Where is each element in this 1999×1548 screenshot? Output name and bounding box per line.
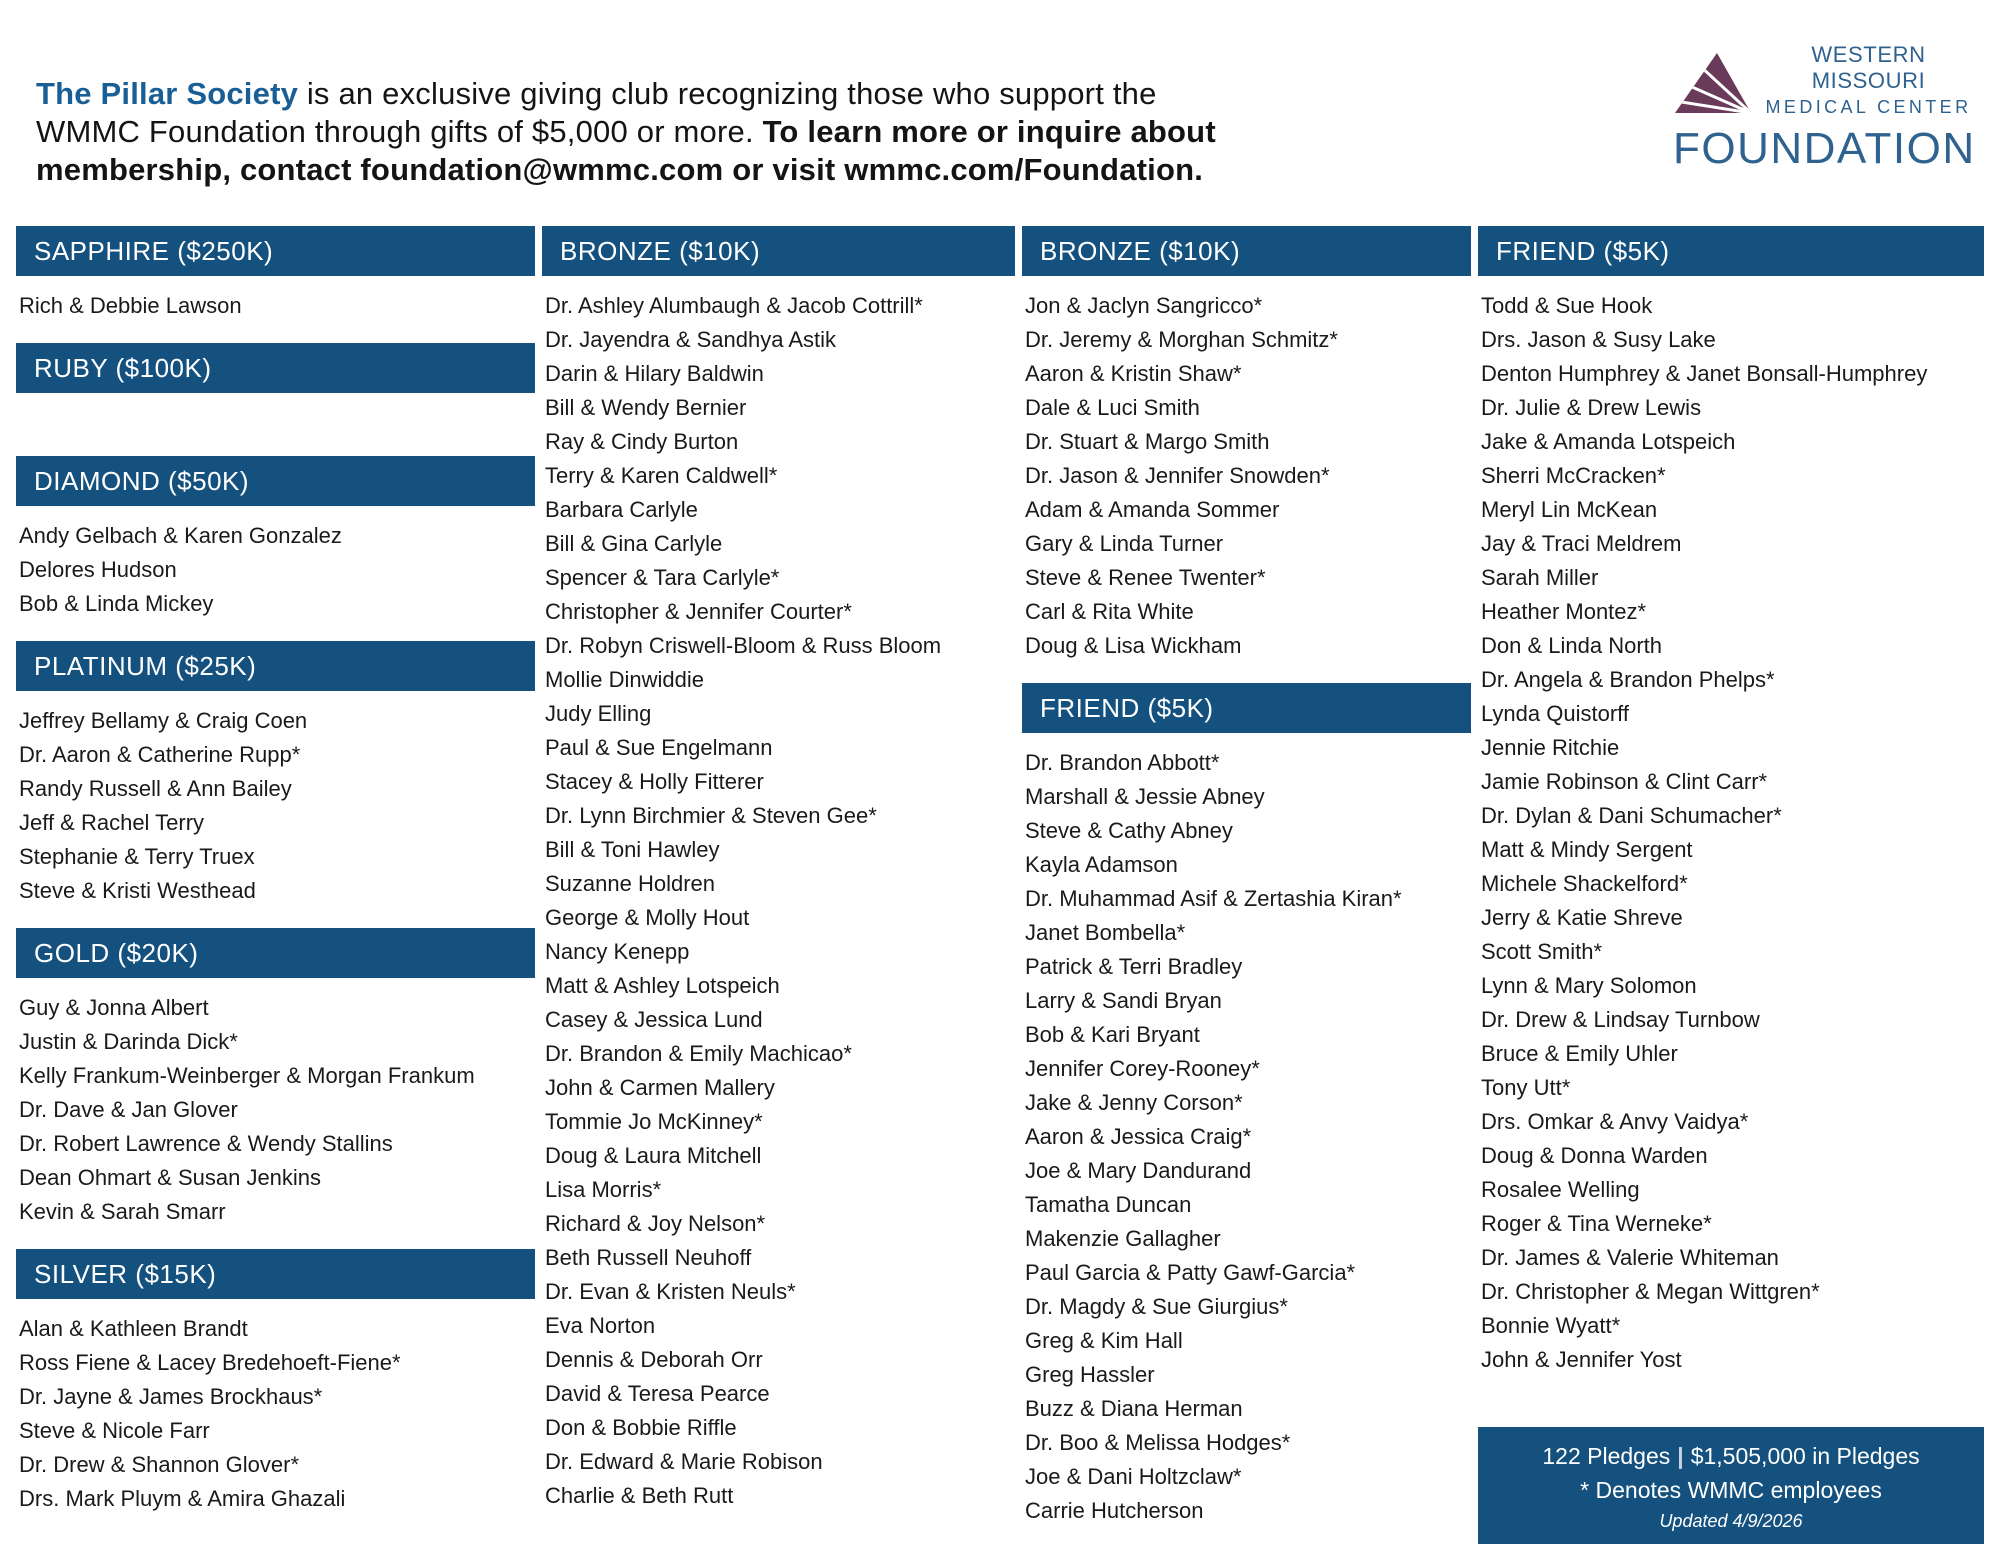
donor-name: Terry & Karen Caldwell* — [545, 463, 778, 488]
donor-name: Carl & Rita White — [1025, 599, 1194, 624]
donor-name: Rich & Debbie Lawson — [19, 293, 242, 318]
donor-name: Scott Smith* — [1481, 939, 1603, 964]
donor-name: Dr. Robert Lawrence & Wendy Stallins — [19, 1131, 393, 1156]
donor-name: Dr. Brandon Abbott* — [1025, 750, 1220, 775]
donor-name: Tamatha Duncan — [1025, 1192, 1192, 1217]
donor-name: Bill & Gina Carlyle — [545, 531, 723, 556]
tier-section — [16, 226, 535, 343]
donor-columns — [16, 226, 1984, 1548]
donor-name: Steve & Renee Twenter* — [1025, 565, 1266, 590]
donor-name: John & Jennifer Yost — [1481, 1347, 1682, 1372]
logo-foundation-word: FOUNDATION — [1673, 124, 1976, 173]
donor-name: Larry & Sandi Bryan — [1025, 988, 1222, 1013]
tier-header: RUBY ($100K) — [16, 343, 535, 393]
donor-name: Bonnie Wyatt* — [1481, 1313, 1621, 1338]
column-3 — [1022, 226, 1471, 1548]
tier-header: PLATINUM ($25K) — [16, 641, 535, 691]
donor-name: Dr. Brandon & Emily Machicao* — [545, 1041, 852, 1066]
donor-name: Ray & Cindy Burton — [545, 429, 739, 454]
donor-list — [16, 1299, 535, 1536]
intro-cta-text: To learn more or inquire about membership, contact foundation@wmmc.com or visit wmmc.com/Foundation. — [36, 114, 1216, 187]
donor-name: Drs. Omkar & Anvy Vaidya* — [1481, 1109, 1749, 1134]
donor-name: Jake & Amanda Lotspeich — [1481, 429, 1736, 454]
donor-list — [1478, 276, 1984, 1397]
logo-org-line2: MEDICAL CENTER — [1765, 97, 1972, 117]
donor-list — [16, 393, 535, 456]
wmmc-triangle-icon — [1673, 51, 1755, 120]
logo-org-name — [1762, 42, 1975, 120]
donor-name: Dr. Jayendra & Sandhya Astik — [545, 327, 837, 352]
tier-section — [16, 641, 535, 928]
donor-name: Heather Montez* — [1481, 599, 1647, 624]
donor-name: Jeff & Rachel Terry — [19, 810, 205, 835]
separator: | — [1677, 1443, 1684, 1469]
donor-name: Dr. Dylan & Dani Schumacher* — [1481, 803, 1782, 828]
donor-name: Carrie Hutcherson — [1025, 1498, 1204, 1523]
donor-name: Marshall & Jessie Abney — [1025, 784, 1265, 809]
donor-name: Casey & Jessica Lund — [545, 1007, 763, 1032]
donor-name: Sherri McCracken* — [1481, 463, 1666, 488]
employee-note: * Denotes WMMC employees — [1580, 1477, 1882, 1503]
donor-name: Bill & Wendy Bernier — [545, 395, 747, 420]
wmmc-foundation-logo — [1673, 42, 1975, 174]
donor-name: Beth Russell Neuhoff — [545, 1245, 752, 1270]
column-4 — [1478, 226, 1984, 1544]
donor-list — [1022, 733, 1471, 1548]
donor-name: Tommie Jo McKinney* — [545, 1109, 763, 1134]
donor-name: Jerry & Katie Shreve — [1481, 905, 1683, 930]
donor-name: Dr. Drew & Lindsay Turnbow — [1481, 1007, 1760, 1032]
donor-name: Dr. James & Valerie Whiteman — [1481, 1245, 1779, 1270]
donor-name: Stacey & Holly Fitterer — [545, 769, 764, 794]
donor-name: Eva Norton — [545, 1313, 656, 1338]
donor-name: Rosalee Welling — [1481, 1177, 1640, 1202]
tier-section — [542, 226, 1015, 1533]
donor-list — [542, 276, 1015, 1533]
tier-section — [16, 1249, 535, 1536]
donor-name: Christopher & Jennifer Courter* — [545, 599, 852, 624]
donor-name: Charlie & Beth Rutt — [545, 1483, 734, 1508]
donor-name: Kelly Frankum-Weinberger & Morgan Frankum — [19, 1063, 475, 1088]
donor-name: Doug & Lisa Wickham — [1025, 633, 1242, 658]
donor-name: Dr. Dave & Jan Glover — [19, 1097, 238, 1122]
donor-list — [16, 506, 535, 641]
donor-name: Don & Linda North — [1481, 633, 1662, 658]
donor-name: Ross Fiene & Lacey Bredehoeft-Fiene* — [19, 1350, 401, 1375]
donor-name: Doug & Donna Warden — [1481, 1143, 1708, 1168]
donor-name: Dennis & Deborah Orr — [545, 1347, 763, 1372]
donor-name: Jeffrey Bellamy & Craig Coen — [19, 708, 308, 733]
donor-name: Dr. Edward & Marie Robison — [545, 1449, 823, 1474]
donor-name: Makenzie Gallagher — [1025, 1226, 1221, 1251]
donor-name: Denton Humphrey & Janet Bonsall-Humphrey — [1481, 361, 1928, 386]
donor-name: Andy Gelbach & Karen Gonzalez — [19, 523, 342, 548]
donor-name: Drs. Jason & Susy Lake — [1481, 327, 1716, 352]
donor-name: Dean Ohmart & Susan Jenkins — [19, 1165, 322, 1190]
tier-section — [1022, 226, 1471, 683]
donor-name: Jake & Jenny Corson* — [1025, 1090, 1243, 1115]
donor-name: Dr. Christopher & Megan Wittgren* — [1481, 1279, 1820, 1304]
donor-name: Dr. Boo & Melissa Hodges* — [1025, 1430, 1291, 1455]
donor-name: Jennie Ritchie — [1481, 735, 1620, 760]
pledge-summary — [1478, 1427, 1984, 1544]
donor-name: Jennifer Corey-Rooney* — [1025, 1056, 1260, 1081]
tier-section — [16, 928, 535, 1249]
donor-name: Delores Hudson — [19, 557, 177, 582]
donor-name: Paul & Sue Engelmann — [545, 735, 773, 760]
donor-name: Lynn & Mary Solomon — [1481, 973, 1697, 998]
donor-name: Joe & Mary Dandurand — [1025, 1158, 1252, 1183]
donor-list — [16, 276, 535, 343]
updated-date: Updated 4/9/2026 — [1659, 1511, 1803, 1531]
tier-header: BRONZE ($10K) — [1022, 226, 1471, 276]
donor-name: Meryl Lin McKean — [1481, 497, 1658, 522]
donor-name: Mollie Dinwiddie — [545, 667, 704, 692]
donor-name: Aaron & Jessica Craig* — [1025, 1124, 1252, 1149]
tier-header: SAPPHIRE ($250K) — [16, 226, 535, 276]
donor-name: Dr. Aaron & Catherine Rupp* — [19, 742, 301, 767]
donor-name: Dr. Stuart & Margo Smith — [1025, 429, 1270, 454]
donor-name: Judy Elling — [545, 701, 652, 726]
donor-name: Adam & Amanda Sommer — [1025, 497, 1280, 522]
donor-list — [1022, 276, 1471, 683]
donor-name: Richard & Joy Nelson* — [545, 1211, 766, 1236]
donor-name: Alan & Kathleen Brandt — [19, 1316, 248, 1341]
donor-name: Dr. Robyn Criswell-Bloom & Russ Bloom — [545, 633, 942, 658]
donor-name: Jamie Robinson & Clint Carr* — [1481, 769, 1768, 794]
pledge-totals — [1484, 1443, 1978, 1470]
tier-header: GOLD ($20K) — [16, 928, 535, 978]
intro-text: is an exclusive giving club recognizing those who support the WMMC Foundation through gifts of $5,000 or more. — [36, 76, 1157, 149]
donor-name: Tony Utt* — [1481, 1075, 1571, 1100]
donor-name: Matt & Mindy Sergent — [1481, 837, 1693, 862]
donor-name: Bruce & Emily Uhler — [1481, 1041, 1678, 1066]
donor-name: Lynda Quistorff — [1481, 701, 1629, 726]
tier-header: DIAMOND ($50K) — [16, 456, 535, 506]
donor-name: Matt & Ashley Lotspeich — [545, 973, 780, 998]
column-2 — [542, 226, 1015, 1533]
donor-name: Don & Bobbie Riffle — [545, 1415, 737, 1440]
tier-header: FRIEND ($5K) — [1478, 226, 1984, 276]
donor-name: Paul Garcia & Patty Gawf-Garcia* — [1025, 1260, 1356, 1285]
donor-name: Bob & Linda Mickey — [19, 591, 214, 616]
brand-name: The Pillar Society — [36, 76, 299, 111]
donor-name: Aaron & Kristin Shaw* — [1025, 361, 1242, 386]
donor-name: Stephanie & Terry Truex — [19, 844, 255, 869]
donor-name: Dr. Jayne & James Brockhaus* — [19, 1384, 323, 1409]
donor-name: Dr. Jeremy & Morghan Schmitz* — [1025, 327, 1338, 352]
tier-section — [16, 456, 535, 641]
donor-name: Dr. Muhammad Asif & Zertashia Kiran* — [1025, 886, 1402, 911]
column-1 — [16, 226, 535, 1536]
donor-name: Dr. Lynn Birchmier & Steven Gee* — [545, 803, 877, 828]
donor-name: Michele Shackelford* — [1481, 871, 1688, 896]
tier-header: BRONZE ($10K) — [542, 226, 1015, 276]
donor-name: Jon & Jaclyn Sangricco* — [1025, 293, 1263, 318]
tier-section — [16, 343, 535, 456]
donor-name: Greg & Kim Hall — [1025, 1328, 1183, 1353]
donor-name: Gary & Linda Turner — [1025, 531, 1224, 556]
donor-name: Steve & Kristi Westhead — [19, 878, 256, 903]
pledge-count: 122 Pledges — [1542, 1443, 1671, 1469]
intro-paragraph — [36, 75, 1216, 189]
donor-name: George & Molly Hout — [545, 905, 750, 930]
donor-list — [16, 978, 535, 1249]
donor-name: Steve & Cathy Abney — [1025, 818, 1233, 843]
donor-name: Dr. Jason & Jennifer Snowden* — [1025, 463, 1330, 488]
donor-name: Randy Russell & Ann Bailey — [19, 776, 292, 801]
donor-name: Dr. Julie & Drew Lewis — [1481, 395, 1702, 420]
donor-name: Dr. Angela & Brandon Phelps* — [1481, 667, 1775, 692]
donor-name: David & Teresa Pearce — [545, 1381, 770, 1406]
donor-name: Buzz & Diana Herman — [1025, 1396, 1243, 1421]
donor-name: Darin & Hilary Baldwin — [545, 361, 764, 386]
donor-name: Greg Hassler — [1025, 1362, 1155, 1387]
donor-name: Nancy Kenepp — [545, 939, 690, 964]
donor-name: Bob & Kari Bryant — [1025, 1022, 1200, 1047]
tier-header: SILVER ($15K) — [16, 1249, 535, 1299]
donor-name: Drs. Mark Pluym & Amira Ghazali — [19, 1486, 346, 1511]
donor-name: Sarah Miller — [1481, 565, 1599, 590]
donor-name: Roger & Tina Werneke* — [1481, 1211, 1712, 1236]
donor-name: Dr. Magdy & Sue Giurgius* — [1025, 1294, 1288, 1319]
donor-name: Justin & Darinda Dick* — [19, 1029, 238, 1054]
donor-name: Jay & Traci Meldrem — [1481, 531, 1682, 556]
donor-name: Bill & Toni Hawley — [545, 837, 720, 862]
tier-section — [1022, 683, 1471, 1548]
donor-name: Lisa Morris* — [545, 1177, 662, 1202]
pledge-amount: $1,505,000 in Pledges — [1690, 1443, 1920, 1469]
donor-name: Dale & Luci Smith — [1025, 395, 1200, 420]
donor-name: Suzanne Holdren — [545, 871, 716, 896]
donor-name: Steve & Nicole Farr — [19, 1418, 210, 1443]
donor-name: Dr. Ashley Alumbaugh & Jacob Cottrill* — [545, 293, 923, 318]
donor-name: Dr. Evan & Kristen Neuls* — [545, 1279, 796, 1304]
donor-name: Todd & Sue Hook — [1481, 293, 1653, 318]
donor-name: Joe & Dani Holtzclaw* — [1025, 1464, 1242, 1489]
tier-header: FRIEND ($5K) — [1022, 683, 1471, 733]
donor-name: Kevin & Sarah Smarr — [19, 1199, 226, 1224]
donor-name: Patrick & Terri Bradley — [1025, 954, 1243, 979]
donor-name: Spencer & Tara Carlyle* — [545, 565, 780, 590]
donor-name: Janet Bombella* — [1025, 920, 1186, 945]
donor-name: Barbara Carlyle — [545, 497, 698, 522]
donor-name: Guy & Jonna Albert — [19, 995, 209, 1020]
logo-org-line1: WESTERN MISSOURI — [1811, 42, 1926, 93]
donor-name: Doug & Laura Mitchell — [545, 1143, 762, 1168]
donor-name: Kayla Adamson — [1025, 852, 1178, 877]
donor-list — [16, 691, 535, 928]
donor-name: John & Carmen Mallery — [545, 1075, 775, 1100]
tier-section — [1478, 226, 1984, 1397]
donor-name: Dr. Drew & Shannon Glover* — [19, 1452, 300, 1477]
